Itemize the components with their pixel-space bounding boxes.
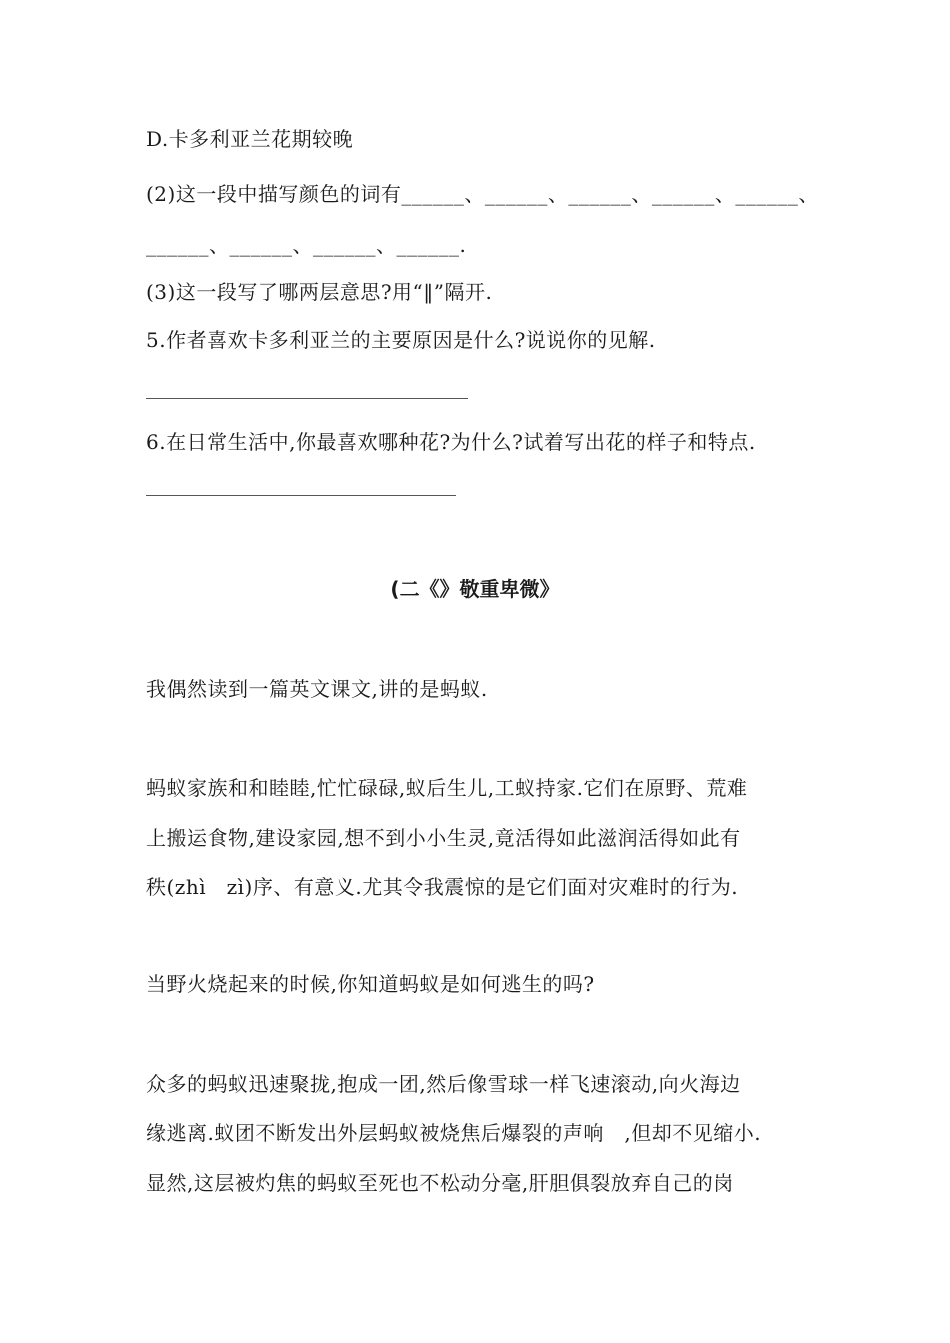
- paragraph-2-line-2: 上搬运食物,建设家园,想不到小小生灵,竟活得如此滋润活得如此有: [146, 826, 741, 850]
- section-title: (二《》敬重卑微》: [390, 577, 560, 601]
- answer-line-6: [146, 495, 456, 496]
- answer-line-5: [146, 398, 468, 399]
- question-3: (3)这一段写了哪两层意思?用“‖”隔开.: [146, 280, 493, 304]
- option-d: D.卡多利亚兰花期较晚: [146, 127, 354, 151]
- question-6: 6.在日常生活中,你最喜欢哪种花?为什么?试着写出花的样子和特点.: [146, 430, 756, 454]
- paragraph-1: 我偶然读到一篇英文课文,讲的是蚂蚁.: [146, 677, 488, 701]
- paragraph-2-line-1: 蚂蚁家族和和睦睦,忙忙碌碌,蚁后生儿,工蚁持家.它们在原野、荒难: [146, 776, 748, 800]
- paragraph-3: 当野火烧起来的时候,你知道蚂蚁是如何逃生的吗?: [146, 972, 595, 996]
- paragraph-4-line-3: 显然,这层被灼焦的蚂蚁至死也不松动分毫,肝胆俱裂放弃自己的岗: [146, 1171, 734, 1195]
- paragraph-2-line-3: 秩(zhì zì)序、有意义.尤其令我震惊的是它们面对灾难时的行为.: [146, 875, 739, 899]
- question-5: 5.作者喜欢卡多利亚兰的主要原因是什么?说说你的见解.: [146, 328, 656, 352]
- paragraph-4-line-2: 缘逃离.蚁团不断发出外层蚂蚁被烧焦后爆裂的声响 ,但却不见缩小.: [146, 1121, 762, 1145]
- question-2-line-1: (2)这一段中描写颜色的词有______、______、______、______、______、: [146, 182, 819, 206]
- paragraph-4-line-1: 众多的蚂蚁迅速聚拢,抱成一团,然后像雪球一样飞速滚动,向火海边: [146, 1072, 741, 1096]
- question-2-line-2: ______、______、______、______.: [146, 233, 467, 257]
